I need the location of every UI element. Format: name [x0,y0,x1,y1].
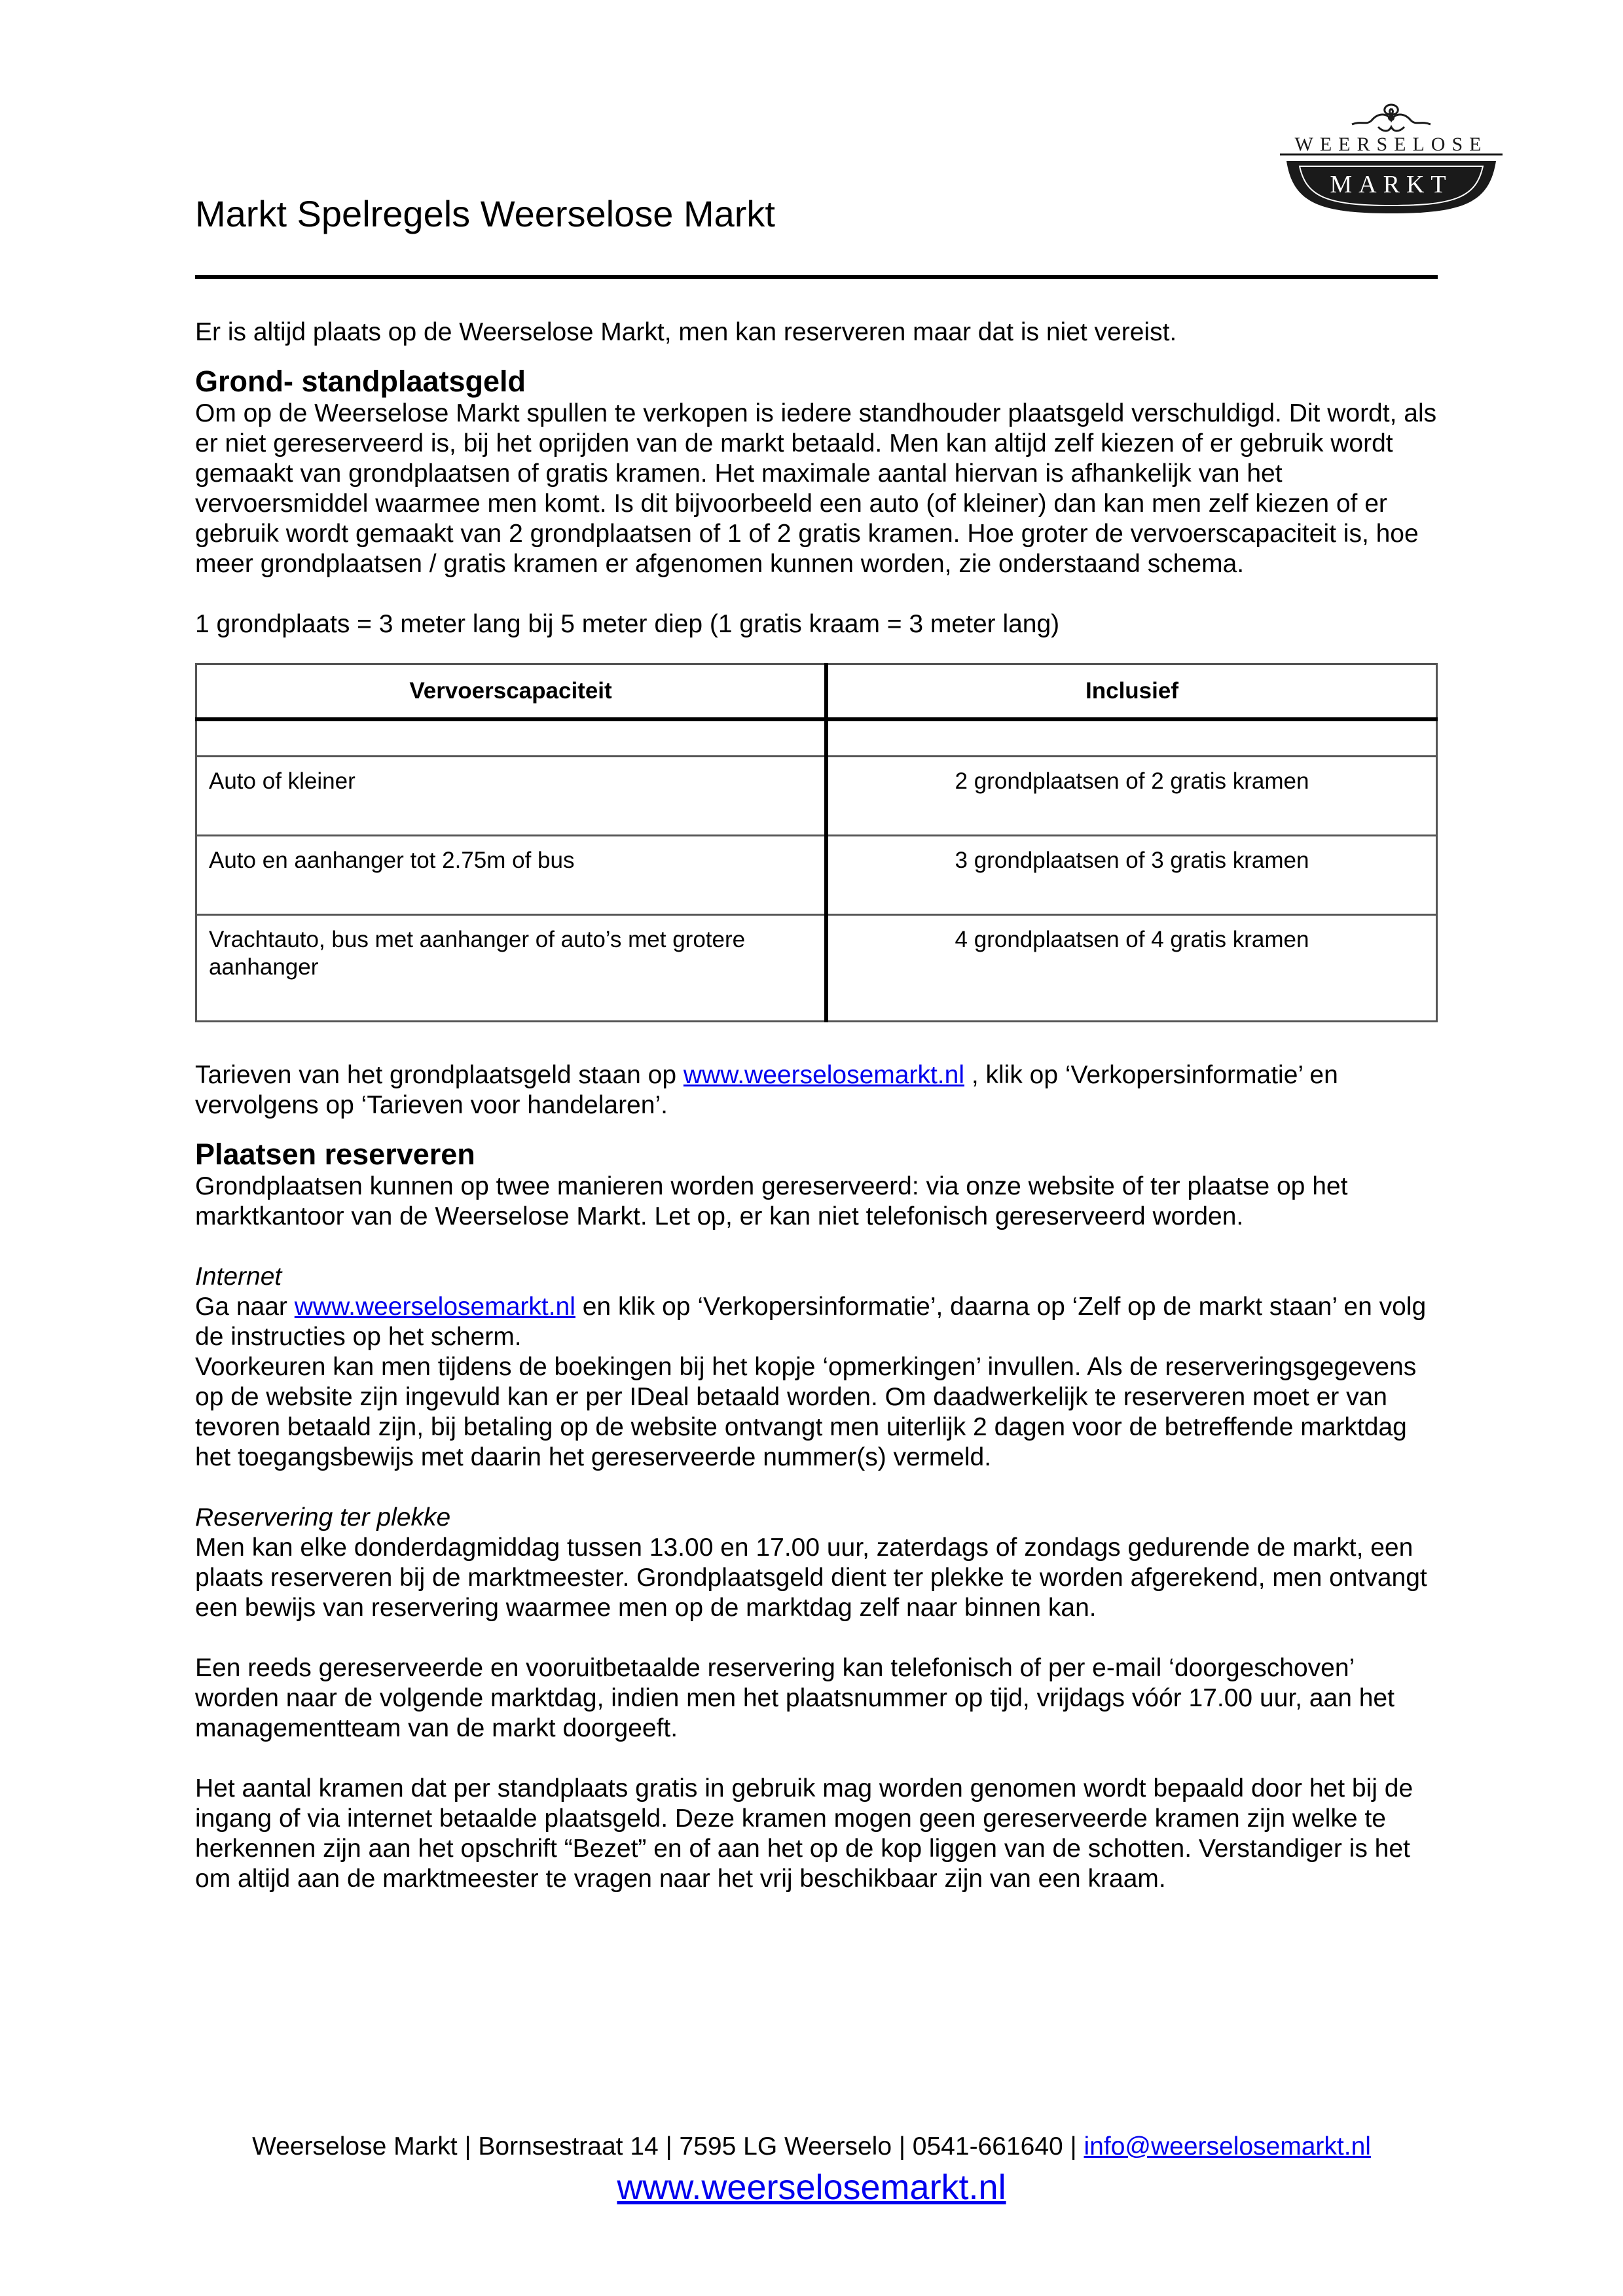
table-header-vervoerscapaciteit: Vervoerscapaciteit [196,664,827,720]
table-header-inclusief: Inclusief [826,664,1437,720]
ter-plekke-paragraph: Men kan elke donderdagmiddag tussen 13.00 en 17.00 uur, zaterdags of zondags gedurende de markt, een plaats reserveren bij de marktmeester. Grondplaatsgeld dient ter plekke te worden afgerekend, men ontvangt een bewijs van reservering waarmee men op de marktdag zelf naar binnen kan. [195,1534,1427,1622]
internet-website-link[interactable]: www.weerselosemarkt.nl [294,1293,575,1321]
tariff-website-link[interactable]: www.weerselosemarkt.nl [683,1061,964,1089]
section-heading-reserveren: Plaatsen reserveren [195,1138,475,1171]
internet-text-before: Ga naar [195,1293,295,1321]
subheading-ter-plekke: Reservering ter plekke [195,1503,451,1532]
weerselose-markt-logo [1273,98,1509,223]
logo-top-text: WEERSELOSE [1294,134,1488,155]
capacity-table [195,663,1438,1022]
standplaatsgeld-paragraph: Om op de Weerselose Markt spullen te verkopen is iedere standhouder plaatsgeld verschuldigd. Dit wordt, als er niet gereserveerd is, bij het oprijden van de markt betaald. Men kan altijd zelf kiezen of er gebruik wordt gemaakt van grondplaatsen of gratis kramen. Het maximale aantal hiervan is afhankelijk van het vervoersmiddel waarmee men komt. Is dit bijvoorbeeld een auto (of kleiner) dan kan men zelf kiezen of er gebruik wordt gemaakt van 2 grondplaatsen of 1 of 2 gratis kramen. Hoe groter de vervoerscapaciteit is, hoe meer grondplaatsen / gratis kramen er afgenomen kunnen worden, zie onderstaand schema. [195,399,1437,578]
internet-instructions [195,1292,1438,1352]
table-row [196,915,1437,1022]
table-row [196,757,1437,836]
subheading-internet: Internet [195,1263,282,1291]
footer-address [0,2131,1623,2162]
table-cell [826,719,1437,757]
tariff-text-after: , klik op ‘Verkopersinformatie’ en vervolgens op ‘Tarieven voor handelaren’. [195,1061,1338,1119]
intro-text: Er is altijd plaats op de Weerselose Markt, men kan reserveren maar dat is niet vereist. [195,318,1177,346]
logo-bottom-text: MARKT [1330,171,1453,198]
reserveren-paragraph: Grondplaatsen kunnen op twee manieren worden gereserveerd: via onze website of ter plaatse op het marktkantoor van de Weerselose Markt. Let op, er kan niet telefonisch gereserveerd worden. [195,1172,1348,1230]
table-row-empty [196,719,1437,757]
table-cell: 3 grondplaatsen of 3 gratis kramen [826,836,1437,915]
kramen-paragraph: Het aantal kramen dat per standplaats gratis in gebruik mag worden genomen wordt bepaald door het bij de ingang of via internet betaalde plaatsgeld. Deze kramen mogen geen gereserveerde kramen zijn welke te herkennen zijn aan het opschrift “Bezet” en of aan het op de kop liggen van de schotten. Verstandiger is het om altijd aan de marktmeester te vragen naar het vrij beschikbaar zijn van een kraam. [195,1774,1413,1893]
document-title: Markt Spelregels Weerselose Markt [195,193,775,234]
footer-email-link[interactable]: info@weerselosemarkt.nl [1084,2132,1371,2161]
table-cell: 4 grondplaatsen of 4 gratis kramen [826,915,1437,1022]
title-divider [195,275,1438,279]
section-heading-standplaatsgeld: Grond- standplaatsgeld [195,365,526,398]
table-cell: Auto of kleiner [196,757,827,836]
internet-text-after: en klik op ‘Verkopersinformatie’, daarna op ‘Zelf op de markt staan’ en volg de instructies op het scherm. [195,1293,1427,1351]
table-cell [196,719,827,757]
footer-address-text: Weerselose Markt | Bornsestraat 14 | 7595 LG Weerselo | 0541-661640 | [252,2132,1084,2161]
table-row [196,836,1437,915]
doorschuiven-paragraph: Een reeds gereserveerde en vooruitbetaalde reservering kan telefonisch of per e-mail ‘doorgeschoven’ worden naar de volgende marktdag, indien men het plaatsnummer op tijd, vrijdags vóór 17.00 uur, aan het managementteam van de markt doorgeeft. [195,1654,1395,1742]
table-cell: Vrachtauto, bus met aanhanger of auto’s met grotere aanhanger [196,915,827,1022]
tariff-text [195,1060,1438,1121]
footer-website-link[interactable]: www.weerselosemarkt.nl [617,2168,1006,2207]
grondplaats-definition: 1 grondplaats = 3 meter lang bij 5 meter diep (1 gratis kraam = 3 meter lang) [195,610,1060,638]
footer-website [0,2166,1623,2208]
table-cell: Auto en aanhanger tot 2.75m of bus [196,836,827,915]
internet-paragraph: Voorkeuren kan men tijdens de boekingen bij het kopje ‘opmerkingen’ invullen. Als de reserveringsgegevens op de website zijn ingevuld kan er per IDeal betaald worden. Om daadwerkelijk te reserveren moet er van tevoren betaald zijn, bij betaling op de website ontvangt men uiterlijk 2 dagen voor de betreffende marktdag het toegangsbewijs met daarin het gereserveerde nummer(s) vermeld. [195,1353,1417,1471]
document-body [195,317,1438,1894]
tariff-text-before: Tarieven van het grondplaatsgeld staan op [195,1061,684,1089]
table-cell: 2 grondplaatsen of 2 gratis kramen [826,757,1437,836]
